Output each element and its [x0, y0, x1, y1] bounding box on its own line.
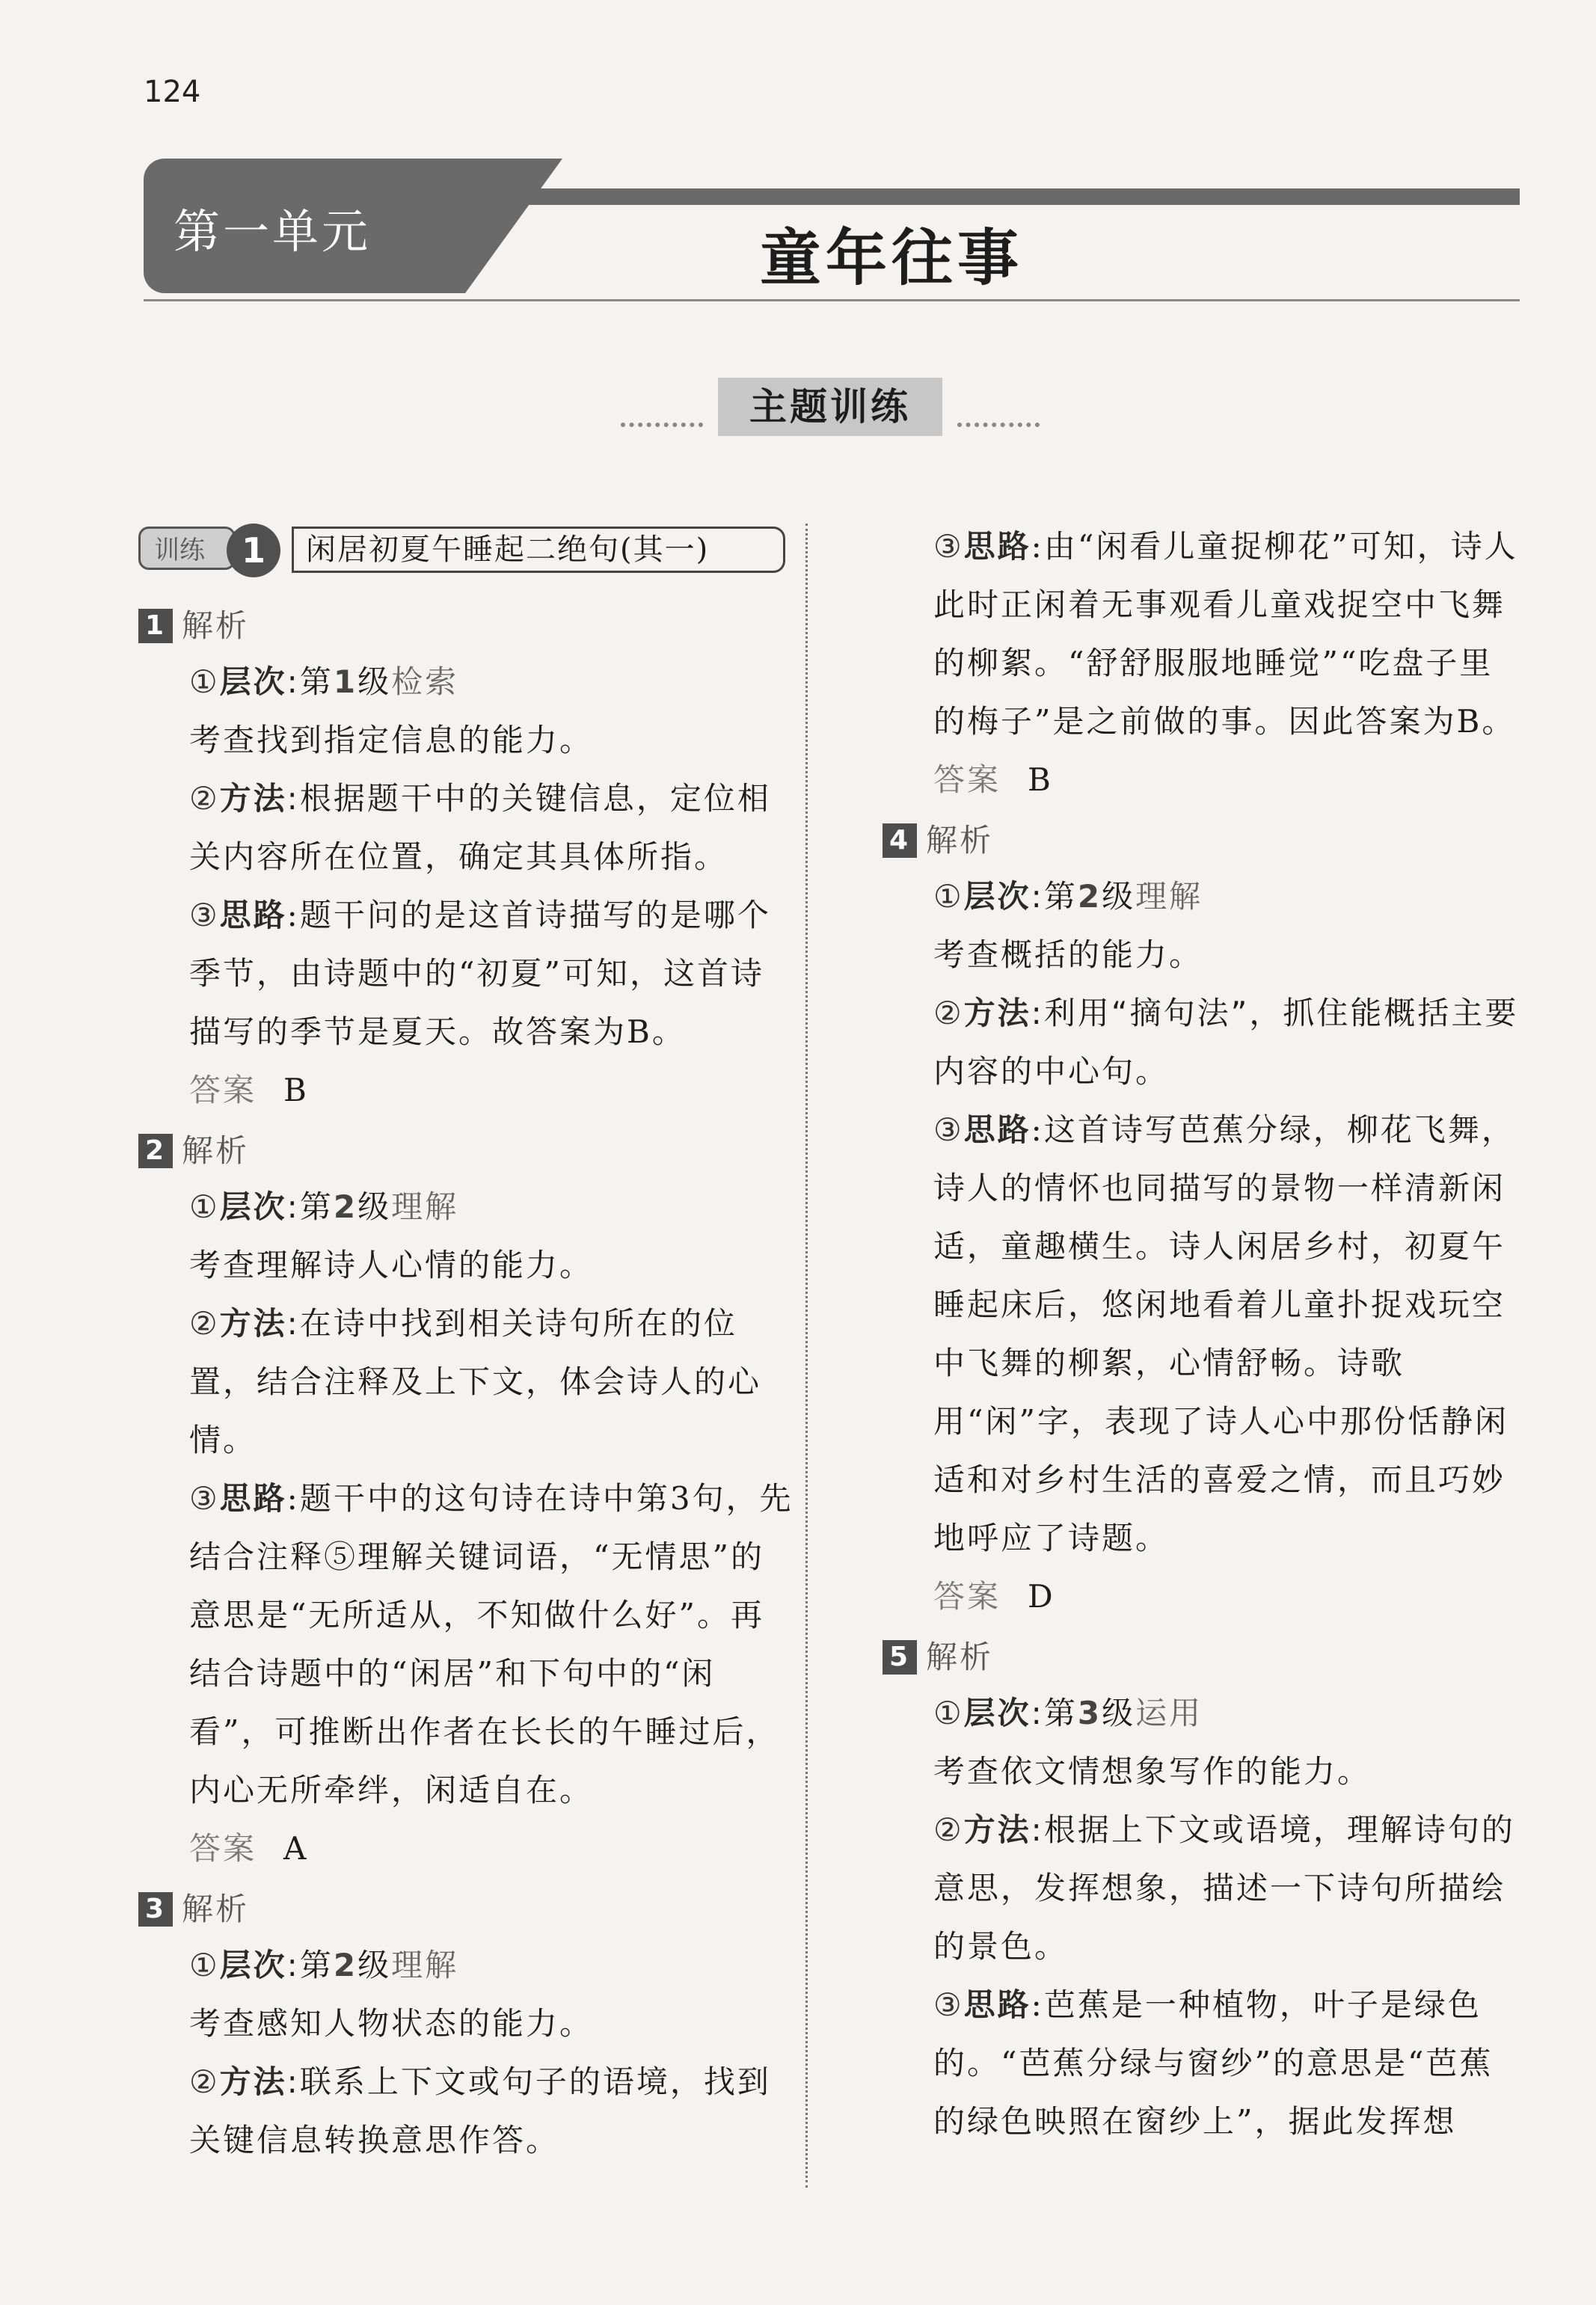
level-number: 2 — [333, 1188, 358, 1225]
analysis-label: 解析 — [926, 1639, 994, 1675]
answer-label: 答案 — [189, 1072, 257, 1108]
level-name: 理解 — [391, 1947, 459, 1983]
answer-line — [138, 1820, 797, 1878]
method-line — [883, 984, 1526, 1101]
answer-value: D — [1028, 1578, 1055, 1615]
reasoning-line — [883, 1976, 1526, 2151]
section-badge: 主题训练 — [718, 378, 942, 436]
reasoning-label: 思路 — [219, 897, 287, 933]
level-line — [138, 1936, 797, 1995]
right-column — [883, 518, 1526, 2151]
answer-label: 答案 — [189, 1830, 257, 1867]
answer-line — [883, 751, 1526, 809]
circled-number: ① — [189, 663, 220, 700]
answer-label: 答案 — [933, 761, 1001, 798]
level-suffix: 级 — [1102, 878, 1136, 915]
reasoning-label: 思路 — [963, 528, 1031, 565]
level-description: 考查依文情想象写作的能力。 — [933, 1753, 1372, 1790]
method-line — [883, 1801, 1526, 1976]
level-label: 层次 — [219, 663, 287, 700]
level-name: 理解 — [1135, 878, 1203, 915]
dotted-rule-left — [621, 423, 703, 427]
reasoning-line — [883, 1101, 1526, 1568]
method-text: :根据题干中的关键信息，定位相关内容所在位置，确定其具体所指。 — [189, 780, 771, 875]
level-description: 考查理解诗人心情的能力。 — [189, 1247, 594, 1283]
method-line — [138, 1295, 797, 1470]
level-label: 层次 — [963, 878, 1031, 915]
reasoning-label: 思路 — [963, 1986, 1031, 2023]
level-description: 考查找到指定信息的能力。 — [189, 722, 594, 758]
level-suffix: 级 — [1102, 1695, 1136, 1731]
level-line — [138, 653, 797, 711]
method-text: :利用“摘句法”，抓住能概括主要内容的中心句。 — [933, 995, 1519, 1090]
level-description: 考查感知人物状态的能力。 — [189, 2005, 594, 2042]
answer-line — [138, 1061, 797, 1120]
reasoning-text: :这首诗写芭蕉分绿，柳花飞舞，诗人的情怀也同描写的景物一样清新闲适，童趣横生。诗人闲居乡村，初夏午睡起床后，悠闲地看着儿童扑捉戏玩空中飞舞的柳絮，心情舒畅。诗歌用“闲”字，表现了诗人心中那份恬静闲适和对乡村生活的喜爱之情，而且巧妙地呼应了诗题。 — [933, 1111, 1515, 1556]
circled-number: ① — [933, 878, 964, 915]
reasoning-line — [138, 1470, 797, 1820]
reasoning-text: :由“闲看儿童捉柳花”可知，诗人此时正闲着无事观看儿童戏捉空中飞舞的柳絮。“舒舒服服地睡觉”“吃盘子里的梅子”是之前做的事。因此答案为B。 — [933, 528, 1518, 740]
method-label: 方法 — [219, 780, 287, 817]
answer-value: A — [283, 1830, 309, 1867]
method-label: 方法 — [963, 995, 1031, 1031]
reasoning-text: :题干问的是这首诗描写的是哪个季节，由诗题中的“初夏”可知，这首诗描写的季节是夏天。故答案为B。 — [189, 897, 771, 1050]
circled-number: ② — [189, 2063, 220, 2100]
level-line — [883, 1684, 1526, 1743]
exercise-number: 1 — [227, 524, 280, 577]
analysis-label: 解析 — [182, 1891, 250, 1927]
method-line — [138, 2053, 797, 2170]
analysis-label: 解析 — [926, 822, 994, 859]
left-column — [138, 595, 797, 2170]
exercise-tag: 训练 — [138, 527, 236, 570]
circled-number: ② — [189, 1305, 220, 1342]
question-number: 1 — [138, 609, 173, 643]
method-label: 方法 — [219, 2063, 287, 2100]
reasoning-line — [138, 886, 797, 1061]
circled-number: ③ — [933, 528, 964, 565]
circled-number: ① — [189, 1188, 220, 1225]
level-label: 层次 — [219, 1188, 287, 1225]
exercise-header — [138, 524, 797, 583]
level-name: 运用 — [1135, 1695, 1203, 1731]
level-name: 检索 — [391, 663, 459, 700]
question-4-header — [883, 809, 1526, 868]
answer-value: B — [283, 1072, 309, 1108]
level-text: :第 — [286, 1188, 334, 1225]
level-description: 考查概括的能力。 — [933, 936, 1203, 973]
section-header — [621, 378, 1040, 445]
question-3-header — [138, 1878, 797, 1936]
question-1-header — [138, 595, 797, 653]
level-number: 3 — [1077, 1695, 1102, 1731]
circled-number: ③ — [933, 1986, 964, 2023]
level-text: :第 — [286, 1947, 334, 1983]
circled-number: ② — [189, 780, 220, 817]
level-suffix: 级 — [357, 1188, 392, 1225]
unit-header — [144, 159, 1520, 308]
reasoning-label: 思路 — [963, 1111, 1031, 1148]
reasoning-text: :题干中的这句诗在诗中第3句，先结合注释⑤理解关键词语，“无情思”的意思是“无所适从，不知做什么好”。再结合诗题中的“闲居”和下句中的“闲看”，可推断出作者在长长的午睡过后，内心无所牵绊，闲适自在。 — [189, 1480, 794, 1808]
question-number: 5 — [883, 1640, 917, 1675]
level-label: 层次 — [219, 1947, 287, 1983]
question-number: 2 — [138, 1134, 173, 1168]
circled-number: ③ — [189, 897, 220, 933]
column-divider — [805, 524, 808, 2188]
unit-title: 童年往事 — [759, 222, 1023, 294]
answer-value: B — [1028, 761, 1053, 798]
reasoning-text: :芭蕉是一种植物，叶子是绿色的。“芭蕉分绿与窗纱”的意思是“芭蕉的绿色映照在窗纱上”，据此发挥想 — [933, 1986, 1494, 2140]
level-label: 层次 — [963, 1695, 1031, 1731]
method-text: :联系上下文或句子的语境，找到关键信息转换意思作答。 — [189, 2063, 771, 2158]
level-number: 2 — [333, 1947, 358, 1983]
method-text: :根据上下文或语境，理解诗句的意思，发挥想象，描述一下诗句所描绘的景色。 — [933, 1811, 1515, 1965]
unit-divider — [144, 299, 1520, 301]
level-number: 2 — [1077, 878, 1102, 915]
level-suffix: 级 — [357, 1947, 392, 1983]
question-number: 3 — [138, 1892, 173, 1927]
level-name: 理解 — [391, 1188, 459, 1225]
reasoning-line — [883, 518, 1526, 751]
level-line — [138, 1178, 797, 1236]
circled-number: ② — [933, 1811, 964, 1848]
level-number: 1 — [333, 663, 358, 700]
level-line — [883, 868, 1526, 926]
level-text: :第 — [1031, 878, 1078, 915]
method-line — [138, 770, 797, 886]
analysis-label: 解析 — [182, 607, 250, 644]
unit-label: 第一单元 — [174, 204, 372, 259]
circled-number: ① — [189, 1947, 220, 1983]
level-text: :第 — [1031, 1695, 1078, 1731]
dotted-rule-right — [957, 423, 1040, 427]
answer-label: 答案 — [933, 1578, 1001, 1615]
circled-number: ① — [933, 1695, 964, 1731]
method-label: 方法 — [963, 1811, 1031, 1848]
answer-line — [883, 1568, 1526, 1626]
circled-number: ② — [933, 995, 964, 1031]
page-number: 124 — [144, 75, 201, 109]
circled-number: ③ — [933, 1111, 964, 1148]
level-text: :第 — [286, 663, 334, 700]
exercise-title: 闲居初夏午睡起二绝句(其一) — [292, 527, 785, 573]
analysis-label: 解析 — [182, 1132, 250, 1169]
reasoning-label: 思路 — [219, 1480, 287, 1517]
method-label: 方法 — [219, 1305, 287, 1342]
question-5-header — [883, 1626, 1526, 1684]
circled-number: ③ — [189, 1480, 220, 1517]
unit-bar — [465, 188, 1520, 205]
question-2-header — [138, 1120, 797, 1178]
level-suffix: 级 — [357, 663, 392, 700]
method-text: :在诗中找到相关诗句所在的位置，结合注释及上下文，体会诗人的心情。 — [189, 1305, 762, 1458]
question-number: 4 — [883, 823, 917, 858]
